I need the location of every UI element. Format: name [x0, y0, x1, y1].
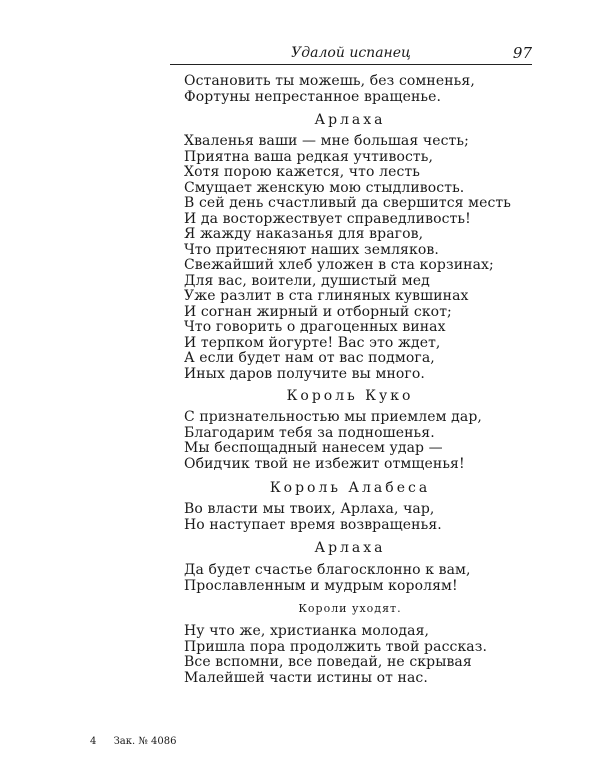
- verse-line: Что говорить о драгоценных винах: [184, 319, 446, 335]
- verse-line: И да восторжествует справедливость!: [184, 210, 471, 227]
- page-number: 97: [512, 44, 532, 62]
- verse-line: Благодарим тебя за подношенья.: [184, 424, 435, 441]
- footer: [90, 736, 190, 747]
- verse-line: Все вспомни, все поведай, не скрывая: [184, 654, 472, 670]
- verse-line: Я жажду наказанья для врагов,: [184, 226, 424, 242]
- verse-line: Мы беспощадный нанесем удар —: [184, 440, 443, 456]
- verse-stanza: [184, 502, 544, 533]
- verse-line: Во власти мы твоих, Арлаха, чар,: [184, 501, 435, 517]
- speaker-name: Король Алабеса: [269, 480, 431, 496]
- running-head: [170, 44, 532, 65]
- verse-stanza: [184, 134, 544, 382]
- verse-line: И согнан жирный и отборный скот;: [184, 303, 452, 320]
- verse-line: Пришла пора продолжить твой рассказ.: [184, 638, 488, 655]
- verse-line: Да будет счастье благосклонно к вам,: [184, 562, 471, 578]
- verse-line: С признательностью мы приемлем дар,: [184, 409, 482, 425]
- verse-line: Хваленья ваши — мне большая честь;: [184, 133, 469, 149]
- verse-stanza: [184, 410, 544, 472]
- verse-line: Свежайший хлеб уложен в ста корзинах;: [184, 257, 494, 273]
- verse-line: И терпком йогурте! Вас это ждет,: [184, 334, 441, 351]
- signature-mark: 4: [90, 736, 97, 747]
- stage-direction: Короли уходят.: [298, 602, 402, 615]
- verse-line: Уже разлит в ста глиняных кувшинах: [184, 288, 469, 304]
- speaker-name: Арлаха: [314, 112, 386, 128]
- verse-line: Что притесняют наших земляков.: [184, 241, 439, 258]
- verse-line: Ну что же, христианка молодая,: [184, 623, 430, 639]
- verse-line: Фортуны непрестанное вращенье.: [184, 88, 442, 105]
- verse-line: Остановить ты можешь, без сомненья,: [184, 73, 475, 89]
- speaker-name: Арлаха: [314, 540, 386, 556]
- verse-line: Смущает женскую мою стыдливость.: [184, 179, 465, 196]
- speaker-name: Король Куко: [286, 388, 414, 404]
- verse-line: Прославленным и мудрым королям!: [184, 577, 458, 594]
- verse-line: Приятна ваша редкая учтивость,: [184, 148, 434, 165]
- verse-line: А если будет нам от вас подмога,: [184, 350, 435, 366]
- verse-stanza: [184, 624, 544, 686]
- verse-line: Но наступает время возвращенья.: [184, 516, 442, 533]
- verse-line: Хотя порою кажется, что лесть: [184, 164, 420, 180]
- verse-line: В сей день счастливый да свершится месть: [184, 195, 511, 211]
- print-order: Зак. № 4086: [113, 736, 177, 747]
- verse-line: Обидчик твой не избежит отмщенья!: [184, 455, 465, 472]
- verse-line: Малейшей части истины от нас.: [184, 669, 428, 686]
- verse-line: Иных даров получите вы много.: [184, 365, 425, 382]
- verse-stanza: [184, 74, 544, 105]
- verse-stanza: [184, 563, 544, 594]
- running-head-title: Удалой испанец: [291, 45, 411, 61]
- verse-line: Для вас, воители, душистый мед: [184, 272, 430, 289]
